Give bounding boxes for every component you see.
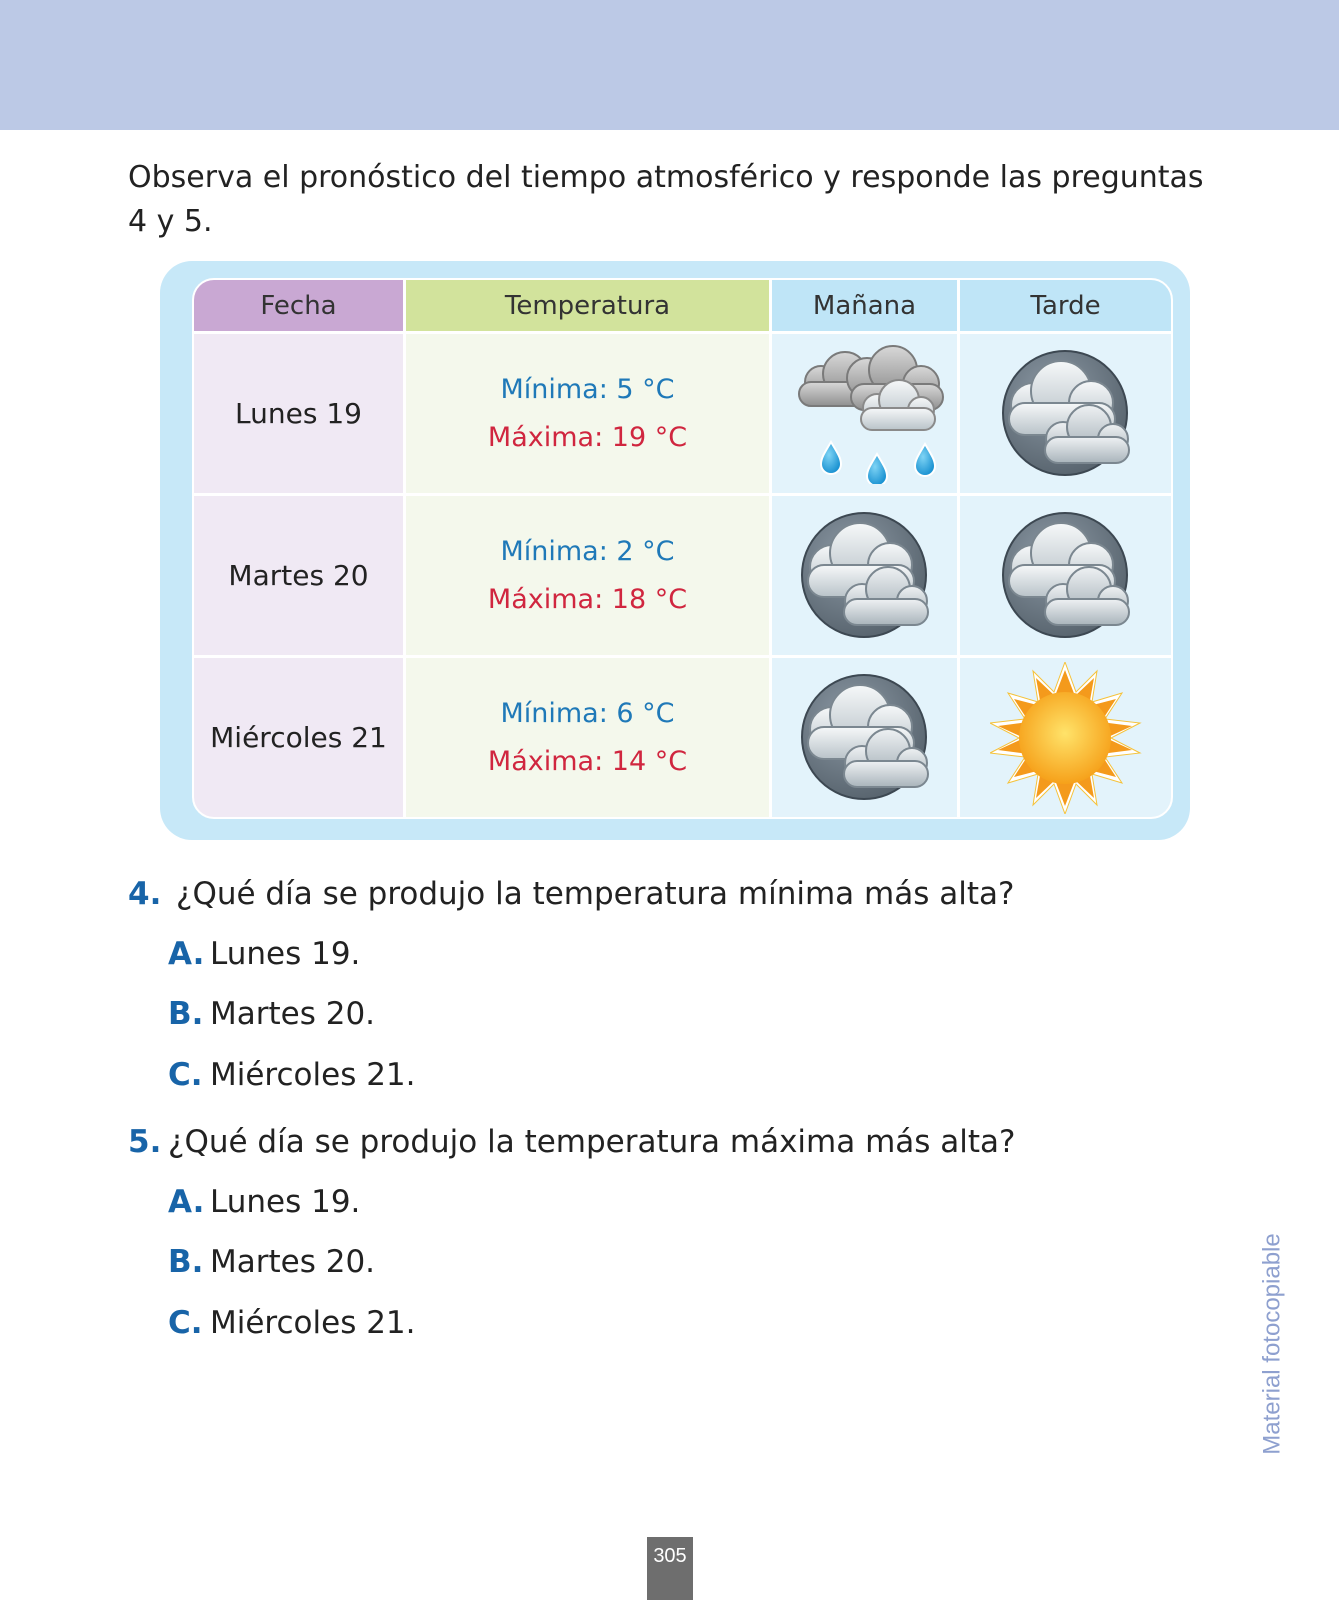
option-text: Miércoles 21.	[210, 1057, 416, 1093]
table-row	[194, 334, 1171, 496]
instructions: Observa el pronóstico del tiempo atmosférico y responde las preguntas 4 y 5.	[128, 160, 1204, 239]
option-letter: B.	[168, 996, 204, 1032]
date-cell: Miércoles 21	[194, 658, 406, 817]
question-4	[128, 876, 1014, 912]
morning-cell	[772, 658, 960, 817]
cloudy-icon	[794, 671, 936, 805]
option-4c[interactable]	[168, 1057, 416, 1093]
date-cell: Lunes 19	[194, 334, 406, 496]
afternoon-cell	[960, 334, 1171, 496]
max-temp: Máxima: 18 °C	[487, 583, 688, 615]
side-note-text: Material fotocopiable	[1259, 1233, 1286, 1455]
cloudy-icon	[995, 509, 1137, 643]
afternoon-cell	[960, 658, 1171, 817]
morning-cell	[772, 334, 960, 496]
header-tarde: Tarde	[960, 280, 1171, 334]
option-letter: C.	[168, 1057, 203, 1093]
option-text: Martes 20.	[210, 996, 376, 1032]
option-letter: C.	[168, 1305, 203, 1341]
max-temp: Máxima: 19 °C	[487, 421, 688, 453]
page-number: 305	[647, 1537, 693, 1600]
option-letter: A.	[168, 1184, 205, 1220]
option-5b[interactable]	[168, 1244, 375, 1280]
option-text: Miércoles 21.	[210, 1305, 416, 1341]
header-band	[0, 0, 1339, 130]
sun-icon	[990, 662, 1142, 814]
question-text: ¿Qué día se produjo la temperatura máxima más alta?	[168, 1124, 1016, 1160]
temperature-cell	[406, 334, 772, 496]
side-note	[1253, 1233, 1293, 1455]
question-number: 5.	[128, 1124, 162, 1160]
question-5	[128, 1124, 1016, 1160]
table-row	[194, 496, 1171, 658]
date-cell: Martes 20	[194, 496, 406, 658]
min-temp: Mínima: 2 °C	[500, 535, 675, 567]
option-letter: A.	[168, 936, 205, 972]
table-row	[194, 658, 1171, 817]
cloudy-icon	[995, 347, 1137, 481]
forecast-table	[192, 278, 1173, 819]
header-temperatura: Temperatura	[406, 280, 772, 334]
option-5a[interactable]	[168, 1184, 360, 1220]
max-temp: Máxima: 14 °C	[487, 745, 688, 777]
option-text: Martes 20.	[210, 1244, 376, 1280]
header-manana: Mañana	[772, 280, 960, 334]
temperature-cell	[406, 658, 772, 817]
option-5c[interactable]	[168, 1305, 416, 1341]
min-temp: Mínima: 5 °C	[500, 373, 675, 405]
cloudy-icon	[794, 509, 936, 643]
morning-cell	[772, 496, 960, 658]
option-4a[interactable]	[168, 936, 360, 972]
question-number: 4.	[128, 876, 162, 912]
min-temp: Mínima: 6 °C	[500, 697, 675, 729]
rain-cloud-icon	[781, 344, 949, 484]
temperature-cell	[406, 496, 772, 658]
option-4b[interactable]	[168, 996, 375, 1032]
header-fecha: Fecha	[194, 280, 406, 334]
afternoon-cell	[960, 496, 1171, 658]
option-letter: B.	[168, 1244, 204, 1280]
option-text: Lunes 19.	[210, 936, 361, 972]
question-text: ¿Qué día se produjo la temperatura mínima más alta?	[176, 876, 1015, 912]
option-text: Lunes 19.	[210, 1184, 361, 1220]
